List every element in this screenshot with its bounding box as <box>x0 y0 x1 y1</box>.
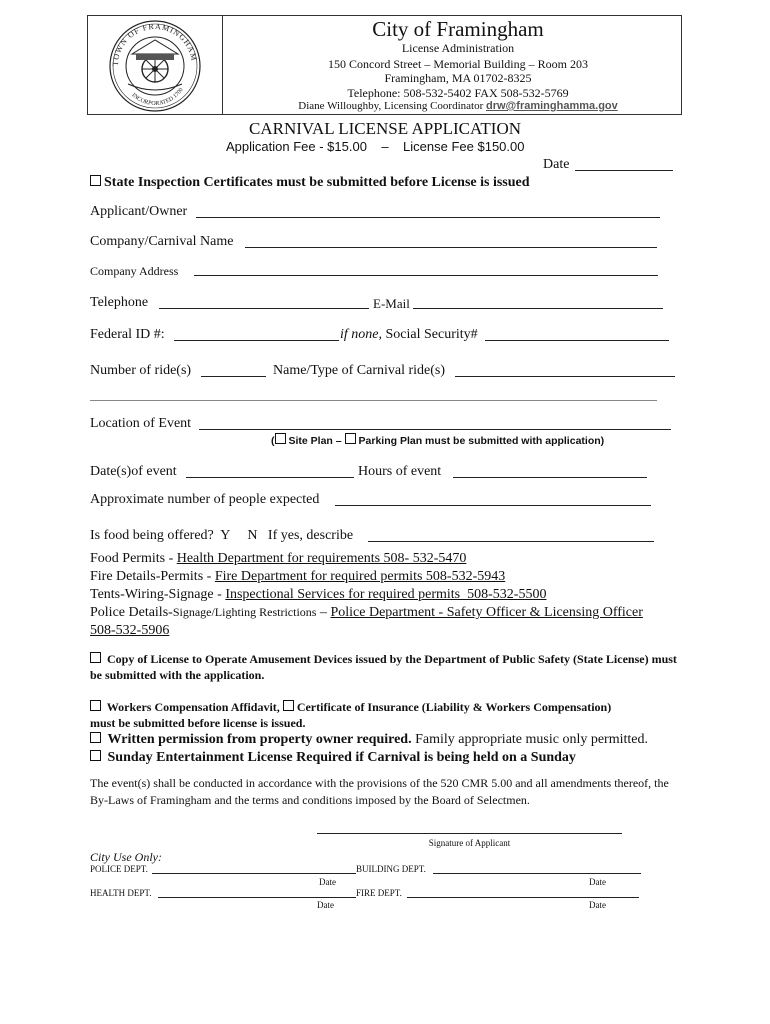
sunday-row <box>90 750 576 766</box>
phone-fax: Telephone: 508-532-5402 FAX 508-532-5769 <box>347 86 569 100</box>
dates-field[interactable] <box>186 477 354 478</box>
fire-permits-label: Fire Details-Permits - <box>90 569 212 584</box>
amusement-note <box>90 651 680 683</box>
police-phone-link[interactable]: 508-532-5906 <box>90 623 170 638</box>
num-rides-field[interactable] <box>201 376 266 377</box>
health-date-label: Date <box>317 900 334 910</box>
checkbox-icon[interactable] <box>90 732 101 743</box>
company-field[interactable] <box>245 247 657 248</box>
coordinator-name: Diane Willoughby, Licensing Coordinator <box>298 100 484 112</box>
police-dept-link[interactable]: Police Department - Safety Officer & Licensing Officer <box>330 605 643 620</box>
health-dept-link[interactable]: Health Department for requirements 508- 532-5470 <box>176 551 467 566</box>
workers-requirement: must be submitted before license is issued. <box>90 716 306 730</box>
workers-text: Workers Compensation Affidavit, <box>106 700 280 714</box>
address-line-1: 150 Concord Street – Memorial Building – Room 203 <box>328 57 588 71</box>
building-dept-label: BUILDING DEPT. <box>356 864 426 874</box>
police-date-label: Date <box>319 877 336 887</box>
location-field[interactable] <box>199 429 671 430</box>
state-inspection-text: State Inspection Certificates must be submitted before License is issued <box>104 175 530 190</box>
seal-text-top: TOWN OF FRAMINGHAM <box>110 21 199 67</box>
parking-plan-text: Parking Plan must be submitted with application) <box>358 435 605 447</box>
people-label: Approximate number of people expected <box>90 492 320 507</box>
checkbox-icon[interactable] <box>90 700 101 711</box>
sunday-text: Sunday Entertainment License Required if Carnival is being held on a Sunday <box>107 750 576 765</box>
coordinator-line <box>208 100 708 112</box>
ssn-label <box>340 327 478 343</box>
site-plan-note <box>271 433 604 447</box>
signage-label: Signage/Lighting Restrictions <box>172 605 317 619</box>
city-seal-icon <box>88 16 222 114</box>
hours-field[interactable] <box>453 477 647 478</box>
applicant-field[interactable] <box>196 217 660 218</box>
checkbox-icon[interactable] <box>90 750 101 761</box>
ride-type-field[interactable] <box>455 376 675 377</box>
tents-row <box>90 587 546 603</box>
date-label: Date <box>543 157 570 172</box>
state-inspection-note <box>90 175 530 191</box>
date-field[interactable] <box>575 170 673 171</box>
ride-type-label: Name/Type of Carnival ride(s) <box>273 363 446 378</box>
provisions-text: The event(s) shall be conducted in accordance with the provisions of the 520 CMR 5.00 and all amendments thereof, the By-Laws of Framingham and the terms and conditions imposed by the Board of Selectmen. <box>90 776 669 807</box>
telephone-label: Telephone <box>90 295 149 310</box>
city-title: City of Framingham <box>372 17 544 41</box>
amusement-text: Copy of License to Operate Amusement Devices issued by the Department of Public Safety (State License) must be submitted with the application. <box>90 652 677 682</box>
site-plan-text: Site Plan – <box>288 435 342 447</box>
tents-label: Tents-Wiring-Signage - <box>90 587 222 602</box>
company-address-label: Company Address <box>90 264 179 278</box>
num-rides-label: Number of ride(s) <box>90 363 192 378</box>
federal-id-label: Federal ID #: <box>90 327 165 342</box>
email-label: E-Mail <box>373 296 410 311</box>
form-title: CARNIVAL LICENSE APPLICATION <box>248 119 522 138</box>
police-label: Police Details- <box>90 605 173 620</box>
food-permits-label: Food Permits - <box>90 551 174 566</box>
location-label: Location of Event <box>90 416 192 431</box>
ride-type-field-cont[interactable] <box>90 400 657 401</box>
written-permission-row <box>90 732 648 748</box>
applicant-label: Applicant/Owner <box>90 204 188 219</box>
checkbox-icon[interactable] <box>283 700 294 711</box>
checkbox-icon[interactable] <box>345 433 356 444</box>
federal-id-field[interactable] <box>174 340 339 341</box>
hours-label: Hours of event <box>358 464 442 479</box>
signature-label: Signature of Applicant <box>428 838 511 848</box>
fire-date-label: Date <box>589 900 606 910</box>
signature-field[interactable] <box>317 833 622 834</box>
food-field[interactable] <box>368 541 654 542</box>
if-none-text: if none, <box>340 327 382 342</box>
insurance-text: Certificate of Insurance (Liability & Workers Compensation) <box>296 700 612 714</box>
police-dept-label: POLICE DEPT. <box>90 864 148 874</box>
people-field[interactable] <box>335 505 651 506</box>
ssn-text: Social Security# <box>385 327 478 342</box>
company-label: Company/Carnival Name <box>90 234 234 249</box>
company-address-field[interactable] <box>194 275 658 276</box>
dash: – <box>319 605 327 620</box>
police-dept-field[interactable] <box>152 873 356 874</box>
seal-area <box>88 16 223 114</box>
written-permission-text: Written permission from property owner required. <box>107 732 412 747</box>
food-permits-row <box>90 551 466 567</box>
checkbox-icon[interactable] <box>275 433 286 444</box>
health-dept-field[interactable] <box>158 897 356 898</box>
music-note: Family appropriate music only permitted. <box>415 732 648 747</box>
checkbox-icon[interactable] <box>90 652 101 663</box>
fire-dept-label: FIRE DEPT. <box>356 888 402 898</box>
city-use-label: City Use Only: <box>90 850 162 864</box>
building-date-label: Date <box>589 877 606 887</box>
food-label: Is food being offered? Y N If yes, describe <box>90 528 354 543</box>
paren: ( <box>271 435 275 447</box>
fire-dept-field[interactable] <box>407 897 639 898</box>
fees-line: Application Fee - $15.00 – License Fee $150.00 <box>226 139 525 154</box>
building-dept-field[interactable] <box>433 873 641 874</box>
checkbox-icon[interactable] <box>90 175 101 186</box>
health-dept-label: HEALTH DEPT. <box>90 888 152 898</box>
seal-text-bottom: INCORPORATED 1700 <box>130 87 185 108</box>
inspectional-services-link[interactable]: Inspectional Services for required permits 508-532-5500 <box>225 587 547 602</box>
police-row <box>90 605 643 621</box>
ssn-field[interactable] <box>485 340 669 341</box>
email-link[interactable]: drw@framinghamma.gov <box>486 100 618 112</box>
fire-permits-row <box>90 569 505 585</box>
fire-dept-link[interactable]: Fire Department for required permits 508-532-5943 <box>214 569 506 584</box>
telephone-field[interactable] <box>159 308 369 309</box>
workers-note <box>90 699 680 731</box>
dates-label: Date(s)of event <box>90 464 177 479</box>
email-field[interactable] <box>413 308 663 309</box>
address-line-2: Framingham, MA 01702-8325 <box>384 71 532 85</box>
department-name: License Administration <box>401 41 515 55</box>
